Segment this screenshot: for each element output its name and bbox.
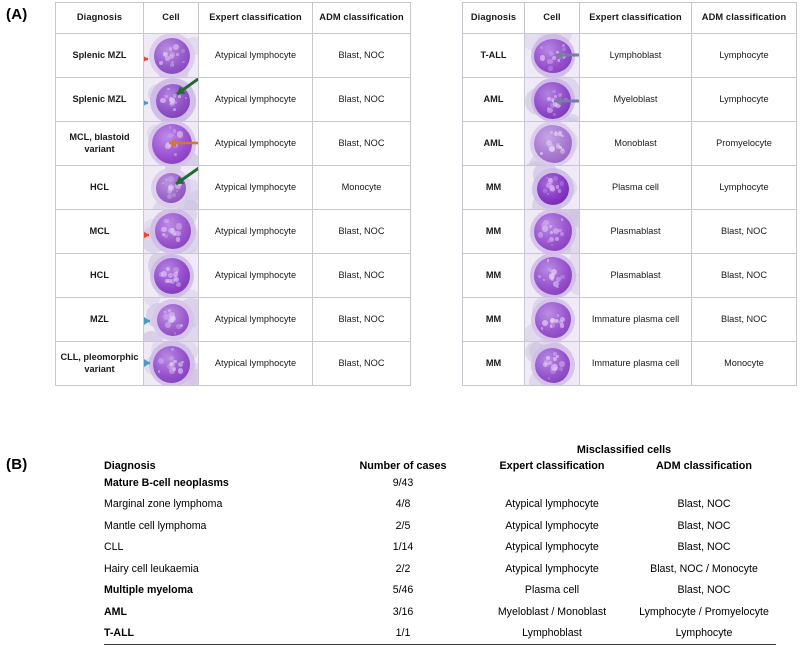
table-row: [56, 210, 411, 254]
table-header-row: [463, 3, 797, 34]
cell-micrograph: [525, 166, 579, 210]
cell-image: [144, 342, 199, 386]
table-row: [463, 122, 797, 166]
cell-expert-classification: Atypical lymphocyte: [199, 34, 313, 78]
panel-b-group-header-row: [104, 440, 776, 460]
cell-expert-classification: Immature plasma cell: [580, 298, 692, 342]
row-adm-classification: Lymphocyte: [632, 623, 776, 645]
table-row: [56, 34, 411, 78]
row-diagnosis-group: AML: [104, 605, 127, 618]
cell-image: [525, 342, 580, 386]
column-header-cell: Cell: [144, 3, 199, 34]
column-header-adm-classification: ADM classification: [692, 3, 797, 34]
row-number-of-cases: 1/14: [392, 541, 414, 554]
column-header-number-of-cases: Number of cases: [359, 460, 447, 472]
cell-adm-classification: Blast, NOC: [313, 34, 411, 78]
row-adm-classification: Blast, NOC / Monocyte: [650, 562, 758, 575]
table-row: [56, 122, 411, 166]
row-expert-classification: [472, 472, 632, 494]
panel-a-label: (A): [6, 6, 28, 23]
cell-adm-classification: Blast, NOC: [313, 342, 411, 386]
column-header-expert-classification: Expert classification: [199, 3, 313, 34]
cell-adm-classification: Blast, NOC: [692, 254, 797, 298]
table-row: [104, 558, 776, 580]
table-header-row: [56, 3, 411, 34]
table-row: [104, 537, 776, 559]
cell-expert-classification: Lymphoblast: [580, 34, 692, 78]
column-header-diagnosis: Diagnosis: [104, 460, 156, 472]
row-adm-classification: Blast, NOC: [677, 541, 731, 554]
cell-expert-classification: Myeloblast: [580, 78, 692, 122]
row-adm-classification: Blast, NOC: [677, 498, 731, 511]
row-diagnosis-subtype: Marginal zone lymphoma: [104, 498, 223, 511]
cell-micrograph: [144, 342, 198, 386]
cell-micrograph: [525, 122, 579, 166]
cell-image: [525, 34, 580, 78]
cell-expert-classification: Atypical lymphocyte: [199, 342, 313, 386]
table-row: [56, 78, 411, 122]
row-number-of-cases: 5/46: [392, 584, 414, 597]
row-number-of-cases: 3/16: [392, 605, 414, 618]
row-expert-classification: Lymphoblast: [472, 623, 632, 645]
row-expert-classification: Atypical lymphocyte: [505, 541, 599, 554]
table-row: [463, 254, 797, 298]
cell-expert-classification: Monoblast: [580, 122, 692, 166]
cell-micrograph: [525, 254, 579, 298]
cell-adm-classification: Monocyte: [692, 342, 797, 386]
table-row: [104, 494, 776, 516]
cell-micrograph: [144, 34, 198, 78]
panel-b-label: (B): [6, 456, 28, 473]
cell-expert-classification: Plasmablast: [580, 254, 692, 298]
panel-a-left-table: [55, 2, 411, 386]
cell-diagnosis: MM: [463, 254, 525, 298]
row-diagnosis-group: Multiple myeloma: [104, 584, 193, 597]
cell-adm-classification: Blast, NOC: [313, 78, 411, 122]
cell-expert-classification: Atypical lymphocyte: [199, 78, 313, 122]
row-diagnosis-subtype: Mantle cell lymphoma: [104, 519, 207, 532]
group-header-misclassified-cells: Misclassified cells: [576, 444, 672, 456]
column-header-adm-classification: ADM classification: [313, 3, 411, 34]
cell-image: [525, 210, 580, 254]
cell-diagnosis: MM: [463, 166, 525, 210]
table-row: [104, 580, 776, 602]
cell-micrograph: [525, 78, 579, 122]
cell-micrograph: [144, 298, 198, 342]
cell-micrograph: [144, 166, 198, 210]
column-header-expert-classification: Expert classification: [499, 460, 605, 472]
row-expert-classification: Atypical lymphocyte: [505, 519, 599, 532]
cell-adm-classification: Monocyte: [313, 166, 411, 210]
cell-diagnosis: Splenic MZL: [56, 78, 144, 122]
cell-expert-classification: Atypical lymphocyte: [199, 166, 313, 210]
cell-image: [144, 210, 199, 254]
cell-image: [525, 166, 580, 210]
row-diagnosis-group: T-ALL: [104, 623, 334, 645]
row-number-of-cases: 1/1: [334, 623, 472, 645]
row-adm-classification: Lymphocyte / Promyelocyte: [639, 605, 769, 618]
cell-adm-classification: Promyelocyte: [692, 122, 797, 166]
table-row: [463, 298, 797, 342]
cell-image: [525, 78, 580, 122]
cell-expert-classification: Atypical lymphocyte: [199, 254, 313, 298]
cell-adm-classification: Lymphocyte: [692, 166, 797, 210]
cell-image: [144, 298, 199, 342]
cell-diagnosis: HCL: [56, 166, 144, 210]
cell-micrograph: [525, 342, 579, 386]
table-row: [56, 298, 411, 342]
table-row: [104, 623, 776, 645]
cell-expert-classification: Atypical lymphocyte: [199, 122, 313, 166]
cell-expert-classification: Atypical lymphocyte: [199, 210, 313, 254]
row-diagnosis-group: Mature B-cell neoplasms: [104, 476, 229, 489]
cell-expert-classification: Plasmablast: [580, 210, 692, 254]
row-diagnosis-subtype: CLL: [104, 541, 124, 554]
panel-b-summary-table: [104, 440, 776, 645]
cell-micrograph: [525, 34, 579, 78]
cell-micrograph: [525, 210, 579, 254]
cell-image: [144, 78, 199, 122]
cell-image: [144, 34, 199, 78]
cell-diagnosis: T-ALL: [463, 34, 525, 78]
row-adm-classification: Blast, NOC: [677, 584, 731, 597]
cell-image: [144, 166, 199, 210]
cell-adm-classification: Blast, NOC: [313, 122, 411, 166]
cell-image: [144, 254, 199, 298]
table-row: [104, 472, 776, 494]
table-row: [56, 166, 411, 210]
table-row: [463, 166, 797, 210]
table-row: [104, 515, 776, 537]
cell-expert-classification: Atypical lymphocyte: [199, 298, 313, 342]
row-expert-classification: Atypical lymphocyte: [505, 498, 599, 511]
cell-diagnosis: CLL, pleomorphic variant: [56, 342, 144, 386]
cell-diagnosis: HCL: [56, 254, 144, 298]
table-row: [463, 210, 797, 254]
cell-diagnosis: MCL: [56, 210, 144, 254]
cell-diagnosis: AML: [463, 122, 525, 166]
cell-adm-classification: Lymphocyte: [692, 34, 797, 78]
column-header-expert-classification: Expert classification: [580, 3, 692, 34]
cell-diagnosis: AML: [463, 78, 525, 122]
cell-adm-classification: Blast, NOC: [313, 298, 411, 342]
cell-diagnosis: Splenic MZL: [56, 34, 144, 78]
panel-a-right-table: [462, 2, 797, 386]
table-row: [104, 601, 776, 623]
cell-diagnosis: MM: [463, 298, 525, 342]
cell-micrograph: [525, 298, 579, 342]
cell-diagnosis: MM: [463, 342, 525, 386]
table-row: [463, 78, 797, 122]
column-header-adm-classification: ADM classification: [656, 460, 752, 472]
row-expert-classification: Myeloblast / Monoblast: [497, 605, 607, 618]
cell-adm-classification: Blast, NOC: [692, 210, 797, 254]
cell-diagnosis: MM: [463, 210, 525, 254]
panel-b-header-row: [104, 460, 776, 472]
cell-micrograph: [144, 210, 198, 254]
row-adm-classification: Blast, NOC: [677, 519, 731, 532]
cell-adm-classification: Blast, NOC: [313, 254, 411, 298]
cell-diagnosis: MCL, blastoid variant: [56, 122, 144, 166]
column-header-diagnosis: Diagnosis: [56, 3, 144, 34]
table-row: [56, 254, 411, 298]
row-adm-classification: [632, 472, 776, 494]
cell-image: [525, 298, 580, 342]
table-row: [463, 34, 797, 78]
cell-image: [144, 122, 199, 166]
cell-adm-classification: Blast, NOC: [313, 210, 411, 254]
row-expert-classification: Atypical lymphocyte: [505, 562, 599, 575]
cell-image: [525, 122, 580, 166]
cell-adm-classification: Lymphocyte: [692, 78, 797, 122]
cell-expert-classification: Plasma cell: [580, 166, 692, 210]
cell-adm-classification: Blast, NOC: [692, 298, 797, 342]
column-header-cell: Cell: [525, 3, 580, 34]
column-header-diagnosis: Diagnosis: [463, 3, 525, 34]
row-diagnosis-subtype: Hairy cell leukaemia: [104, 562, 199, 575]
row-number-of-cases: 2/2: [395, 562, 411, 575]
cell-micrograph: [144, 122, 198, 166]
table-row: [56, 342, 411, 386]
row-number-of-cases: 9/43: [392, 476, 414, 489]
table-row: [463, 342, 797, 386]
row-expert-classification: Plasma cell: [524, 584, 580, 597]
cell-micrograph: [144, 78, 198, 122]
cell-expert-classification: Immature plasma cell: [580, 342, 692, 386]
cell-micrograph: [144, 254, 198, 298]
row-number-of-cases: 2/5: [395, 519, 411, 532]
cell-image: [525, 254, 580, 298]
cell-diagnosis: MZL: [56, 298, 144, 342]
row-number-of-cases: 4/8: [395, 498, 411, 511]
